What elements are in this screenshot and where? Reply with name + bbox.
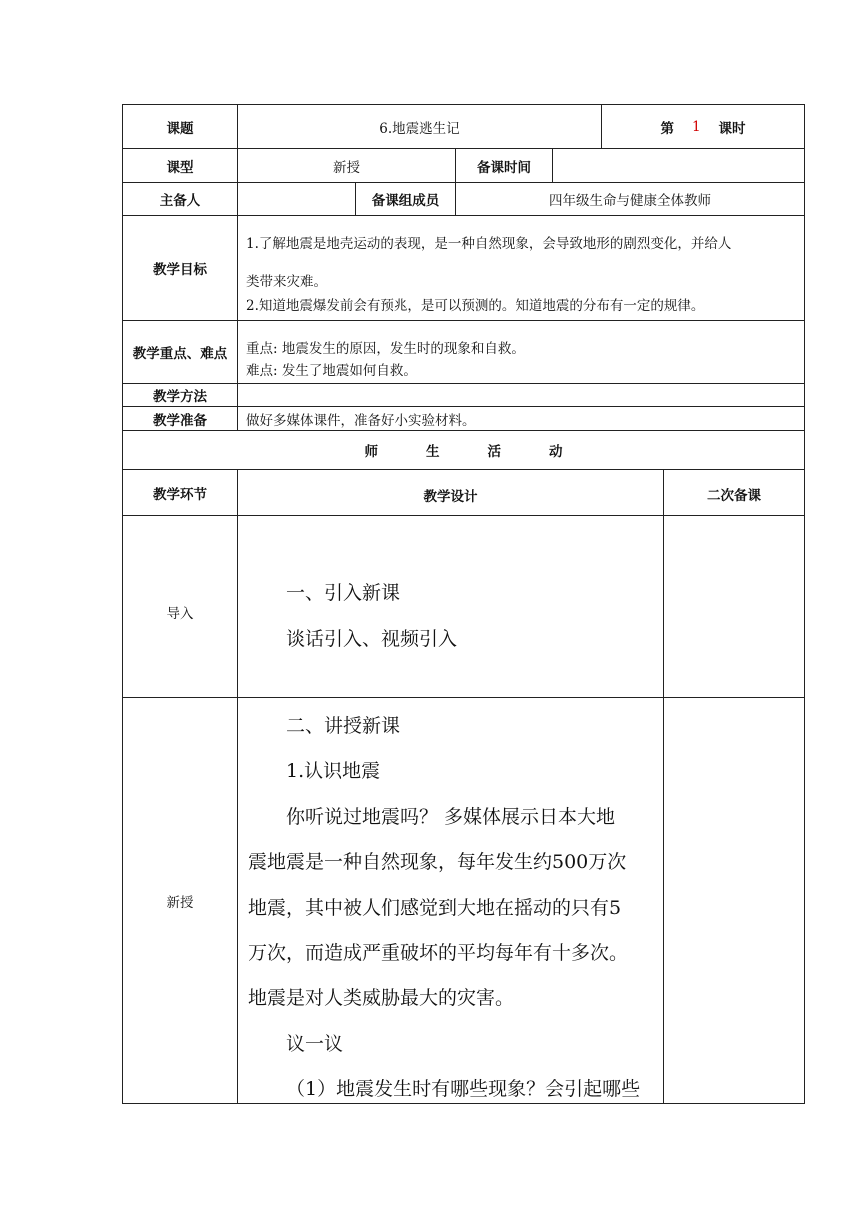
new-lesson-line-4: 震地震是一种自然现象，每年发生约500万次 — [248, 851, 627, 874]
banner-char-1: 师 — [364, 444, 378, 460]
prep-time-label: 备课时间 — [455, 148, 553, 183]
topic-label: 课题 — [122, 104, 238, 149]
stage-new-lesson: 新授 — [122, 697, 238, 1104]
lesson-prefix: 第 — [660, 120, 674, 137]
new-lesson-line-8: 议一议 — [286, 1032, 344, 1055]
members-value: 四年级生命与健康全体教师 — [455, 182, 805, 216]
goals-label: 教学目标 — [122, 215, 238, 321]
intro-line-1: 一、引入新课 — [286, 582, 401, 604]
lead-label: 主备人 — [122, 182, 238, 216]
topic-value: 6.地震逃生记 — [237, 104, 602, 149]
goal-line-1b: 类带来灾难。 — [246, 274, 327, 290]
difficulty-line: 难点: 发生了地震如何自救。 — [246, 363, 417, 379]
second-prep-intro[interactable] — [663, 515, 805, 698]
banner-char-3: 活 — [487, 444, 501, 460]
key-points-content — [237, 320, 805, 384]
preparation-label: 教学准备 — [122, 406, 238, 431]
lead-value — [237, 182, 356, 216]
new-lesson-line-5: 地震，其中被人们感觉到大地在摇动的只有5 — [248, 896, 622, 919]
goals-content — [237, 215, 805, 321]
new-lesson-line-1: 二、讲授新课 — [286, 715, 401, 737]
type-label: 课型 — [122, 148, 238, 183]
new-lesson-line-2: 1.认识地震 — [286, 760, 381, 783]
preparation-value: 做好多媒体课件，准备好小实验材料。 — [237, 406, 805, 431]
method-label: 教学方法 — [122, 383, 238, 407]
design-new-lesson — [237, 697, 664, 1104]
type-value: 新授 — [237, 148, 456, 183]
lesson-number-cell — [601, 104, 805, 149]
key-points-label: 教学重点、难点 — [122, 320, 238, 384]
banner-char-2: 生 — [426, 444, 440, 460]
key-point-line: 重点: 地震发生的原因，发生时的现象和自救。 — [246, 341, 525, 357]
banner-char-4: 动 — [549, 444, 563, 460]
members-label: 备课组成员 — [355, 182, 456, 216]
lesson-number: 1 — [691, 118, 701, 135]
column-header-design: 教学设计 — [237, 469, 664, 516]
second-prep-new-lesson[interactable] — [663, 697, 805, 1104]
prep-time-value — [552, 148, 805, 183]
goal-line-1a: 1.了解地震是地壳运动的表现，是一种自然现象，会导致地形的剧烈变化，并给人 — [246, 236, 732, 252]
method-value — [237, 383, 805, 407]
column-header-second-prep: 二次备课 — [663, 469, 805, 516]
new-lesson-line-6: 万次，而造成严重破坏的平均每年有十多次。 — [248, 942, 629, 965]
activity-banner — [122, 430, 805, 470]
new-lesson-line-3: 你听说过地震吗？ 多媒体展示日本大地 — [286, 805, 616, 828]
intro-line-2: 谈话引入、视频引入 — [286, 628, 458, 650]
column-header-stage: 教学环节 — [122, 469, 238, 516]
lesson-suffix: 课时 — [718, 120, 746, 137]
goal-line-2: 2.知道地震爆发前会有预兆，是可以预测的。知道地震的分布有一定的规律。 — [246, 298, 705, 314]
stage-intro: 导入 — [122, 515, 238, 698]
new-lesson-line-7: 地震是对人类威胁最大的灾害。 — [248, 987, 515, 1010]
new-lesson-line-9: （1）地震发生时有哪些现象？会引起哪些 — [286, 1078, 641, 1101]
design-intro — [237, 515, 664, 698]
